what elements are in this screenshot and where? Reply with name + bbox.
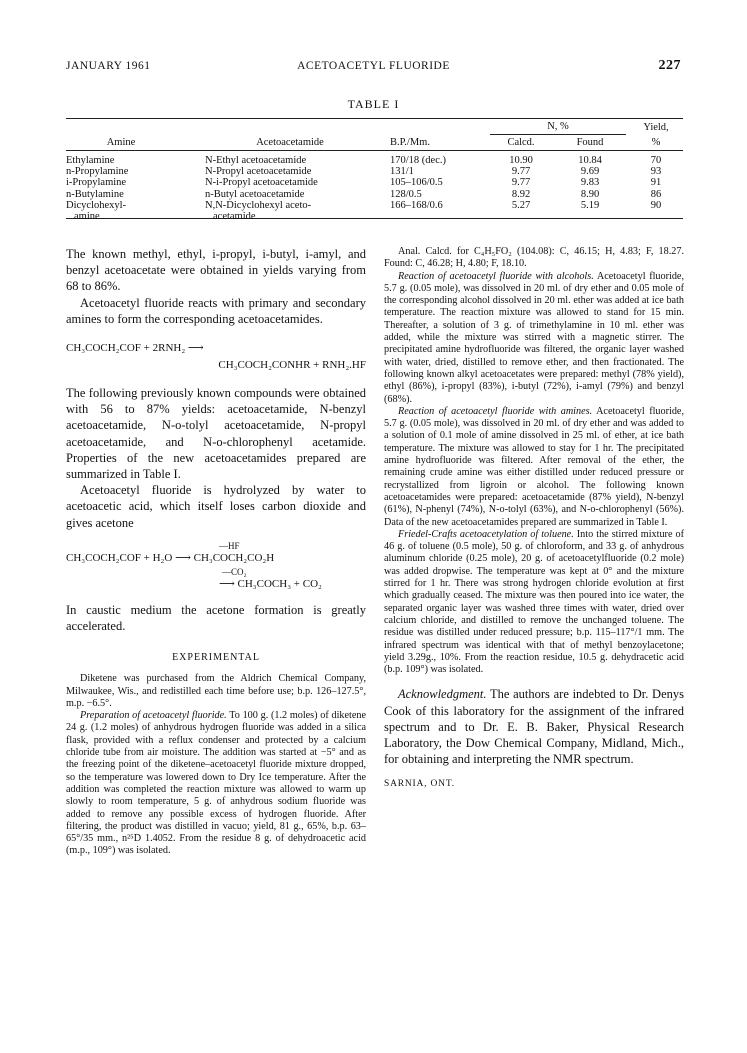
table-cell-amine: i-Propylamine [66,177,127,189]
table-cell-amine: n-Butylamine [66,188,124,200]
table-header-yield-top: Yield, [643,122,669,133]
section-heading: EXPERIMENTAL [172,652,260,664]
paragraph [384,529,684,677]
paragraph: Acetoacetyl fluoride reacts with primary and secondary amines to form the corresponding acetoacetamides. [66,295,366,326]
paragraph [384,406,684,529]
table-cell-found: 9.69 [580,166,600,178]
table-cell-bp: 128/0.5 [390,188,422,200]
table-cell-amide: N-Propyl acetoacetamide [205,166,312,178]
equation: CH₃COCH₂COF + 2RNH₂ ⟶ [66,342,204,355]
paragraph: The known methyl, ethyl, i-propyl, i-butyl, i-amyl, and benzyl acetoacetate were obtained in yields varying from 68 to 86%. [66,247,366,294]
table-header-acetoacetamide: Acetoacetamide [256,137,324,148]
paragraph [384,271,684,406]
paragraph-text: The authors are indebted to Dr. Denys Cook of this laboratory for the assignment of the infrared spectrum and to Dr. E. B. Baker, Physical Research Laboratory, the Dow Chemical Company, Midland, Mich., for obtaining and interpreting the NMR spectrum. [384,687,684,767]
table-cell-calcd: 10.90 [509,155,533,166]
table-header-amine: Amine [106,137,136,148]
paragraph-text: Into the stirred mixture of 46 g. of toluene (0.5 mole), 50 g. of chloroform, and 33 g. of anhydrous aluminum chloride (0.25 mole), 20 g. of acetoacetylfluoride (0.2 mole) was added dropwise. The temperature was kept at 0° and the mixture stirred for 1 hr. There was strong hydrogen chloride evolution at first which gradually ceased. The mixture was then poured into ice water, the separated organic layer was washed three times with water, dried over calcium chloride, and distilled to remove the unchanged toluene. The residue was distilled under reduced pressure; b.p. 115–117°/1 mm. The infrared spectrum was identical with that of methyl benzoylacetone; yield 3.29g., 10%. From the reaction residue, 10.5 g. dehydracetic acid (b.p. 109°) was isolated. [384,528,684,676]
table-cell-bp: 170/18 (dec.) [390,155,446,166]
paragraph: Acetoacetyl fluoride is hydrolyzed by water to acetoacetic acid, which itself loses carbon dioxide and gives acetone [66,483,366,530]
table-header-calcd: Calcd. [507,137,535,148]
table-cell-amide: acetamide [213,211,256,222]
table-title: TABLE I [347,97,400,111]
paragraph-title: Reaction of acetoacetyl fluoride with alcohols. [398,270,594,282]
table-cell-amide: N-Ethyl acetoacetamide [205,155,307,166]
paragraph: Anal. Calcd. for C₄H₅FO₂ (104.08): C, 46.15; H, 4.83; F, 18.27. Found: C, 46.28; H, 4.80; F, 18.10. [384,246,684,270]
table-cell-yield: 90 [650,199,662,211]
table-cell-amine: n-Propylamine [66,166,129,178]
table-cell-calcd: 8.92 [511,188,531,200]
table-cell-amide: N,N-Dicyclohexyl aceto- [205,199,312,211]
paragraph: Diketene was purchased from the Aldrich Chemical Company, Milwaukee, Wis., and redistilled each time before use; b.p. 126–127.5°, m.p. −6.5°. [66,673,366,709]
table-cell-yield: 91 [650,177,662,189]
left-column [66,246,366,858]
table-cell-yield: 93 [650,166,662,178]
table-cell-found: 9.83 [580,177,600,189]
table-cell-amide: n-Butyl acetoacetamide [205,188,305,200]
table-header-bp: B.P./Mm. [390,137,430,148]
table-cell-bp: 105–106/0.5 [390,177,443,189]
table-rule-top [66,118,683,119]
table-cell-calcd: 9.77 [511,177,531,189]
table-cell-amine: Dicyclohexyl- [66,199,127,211]
equation-label: —HF [219,540,240,551]
paragraph-title: Preparation of acetoacetyl fluoride. [80,710,227,722]
table-cell-found: 10.84 [578,155,602,166]
paragraph [66,710,366,858]
equation-label: —CO₂ [222,566,247,577]
right-column [384,246,684,789]
table-cell-found: 5.19 [580,199,600,211]
paragraph-text: Acetoacetyl fluoride, 5.7 g. (0.05 mole), was dissolved in 20 ml. of dry ether and was added to a solution of 0.1 mole of amine dissolved in 25 ml. of ether, at ice bath temperature. The mixture was allowed to stay for 1 hr. The precipitated amine hydrofluoride was filtered. After removal of the ether, the remaining crude amine was either distilled under reduced pressure or recrystallized from ligroin or alcohol. The following known acetoacetamides were prepared: acetoacetamide (87% yield), N-benzyl (61%), N-phenyl (74%), N-o-tolyl (63%), and N-o-chlorophenyl (56%). Data of the new acetoacetamides prepared are summarized in Table I. [384,405,684,528]
table-cell-amine: amine [74,211,100,222]
paragraph-text: To 100 g. (1.2 moles) of diketene 24 g. (1.2 moles) of anhydrous hydrogen fluoride was added in a silica flask, provided with a reflux condenser and protected by a calcium chloride tube from air moisture. The addition was started at −5° and as the freezing point of the diketene–acetoacetyl fluoride mixture dropped, so the temperature was lowered down to Dry Ice temperature. After the addition was completed the reaction mixture was allowed to warm up slowly to room temperature, 5 g. of anhydrous sodium fluoride was added to remove any possible excess of hydrogen fluoride. After filtering, the product was distilled in vacuo; yield, 81 g., 65%, b.p. 63–65°/35 mm., n²⁵D 1.4052. From the residue 8 g. of dehydroacetic acid (m.p., 109°) was isolated. [66,710,366,857]
equation: CH₃COCH₂COF + H₂O ⟶ CH₃COCH₂CO₂H [66,551,275,564]
equation: ⟶ CH₃COCH₃ + CO₂ [219,577,322,590]
table-group-rule [490,134,626,135]
table-cell-calcd: 5.27 [511,199,531,211]
table-cell-calcd: 9.77 [511,166,531,178]
paragraph-title: Acknowledgment. [398,687,487,702]
table-cell-amine: Ethylamine [66,155,115,166]
table-group-header: N, % [547,121,569,132]
paragraph [384,686,684,767]
author-location: SARNIA, ONT. [384,779,455,790]
table-cell-bp: 166–168/0.6 [390,199,443,211]
table-rule-header [66,150,683,151]
table-cell-found: 8.90 [580,188,600,200]
table-cell-amide: N-i-Propyl acetoacetamide [205,177,318,189]
paragraph: In caustic medium the acetone formation is greatly accelerated. [66,602,366,634]
running-header-date: JANUARY 1961 [66,60,151,72]
table-cell-bp: 131/1 [390,166,414,178]
table-header-yield-bottom: % [651,137,661,148]
table-header-found: Found [576,137,604,148]
table-cell-yield: 70 [650,155,662,166]
paragraph-title: Friedel-Crafts acetoacetylation of toluene. [398,528,574,540]
table-cell-yield: 86 [650,188,662,200]
paragraph: The following previously known compounds were obtained with 56 to 87% yields: acetoacetamide, N-benzyl acetoacetamide, N-o-tolyl acetoacetamide, N-propyl acetoacetamide, and N-o-chlorophenyl acetamide. Properties of the new acetoacetamides prepared are summarized in Table I. [66,386,366,482]
equation: CH₃COCH₂CONHR + RNH₂.HF [218,359,366,372]
running-header-title: ACETOACETYL FLUORIDE [297,60,450,72]
page-number: 227 [658,58,681,73]
paragraph-title: Reaction of acetoacetyl fluoride with amines. [398,405,593,417]
paragraph-text: Acetoacetyl fluoride, 5.7 g. (0.05 mole), was dissolved in 20 ml. of dry ether and 0.05 mole of the corresponding alcohol dissolved in 20 ml. ether was added at ice bath temperature. The reaction mixture was allowed to stand for 15 min. Thereafter, a solution of 3 g. of trimethylamine in 10 ml. ether was added, while the mixture was stirred with a magnetic stirrer. The precipitated amine hydrofluoride was filtered, the organic layer washed with water, dried, distilled to remove ether, and then fractionated. The following known alkyl acetoacetates were prepared: methyl (78% yield), ethyl (86%), i-propyl (83%), i-butyl (72%), i-amyl (79%) and benzyl (68%). [384,270,684,405]
